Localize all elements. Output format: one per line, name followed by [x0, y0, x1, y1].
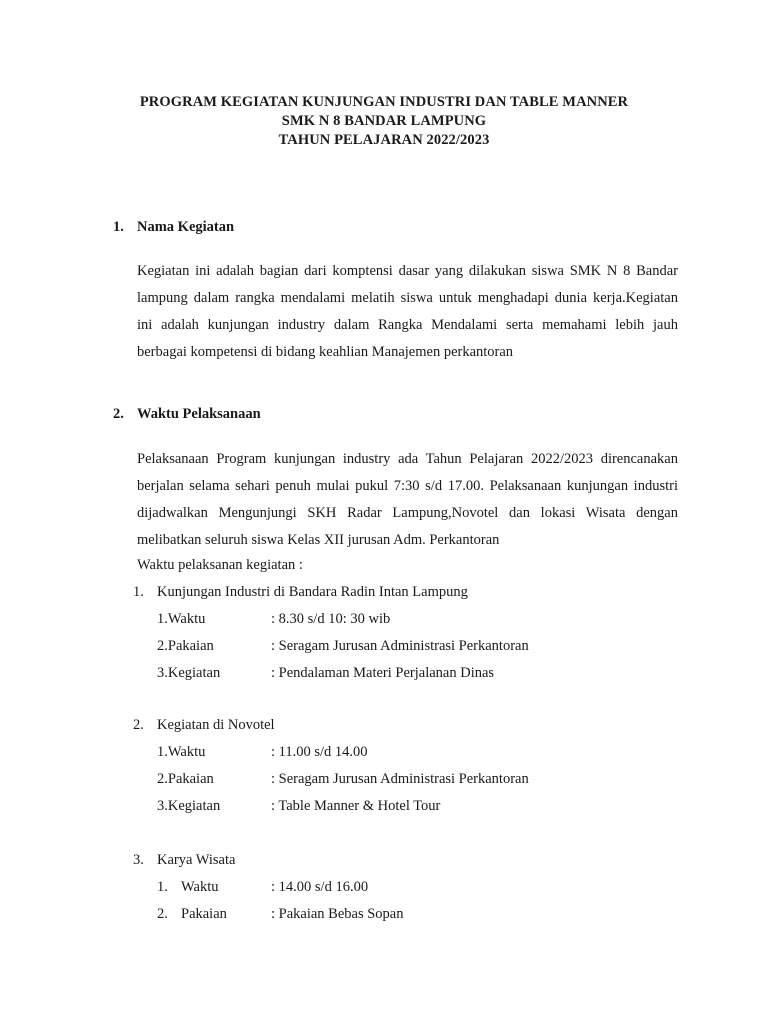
- title-line-3: TAHUN PELAJARAN 2022/2023: [278, 132, 490, 148]
- paragraph-line: berjalan selama sehari penuh mulai pukul 7:30 s/d 17.00. Pelaksanaan kunjungan industri: [137, 478, 678, 494]
- detail-number: 1.: [157, 879, 168, 895]
- section-number: 1.: [113, 219, 124, 235]
- paragraph-line: ini adalah kunjungan industry dalam Rangka Mendalami serta memahami lebih jauh: [137, 317, 678, 333]
- paragraph-line: melibatkan seluruh siswa Kelas XII jurusan Adm. Perkantoran: [137, 532, 500, 548]
- detail-value: : 14.00 s/d 16.00: [271, 879, 369, 895]
- section-title: Waktu Pelaksanaan: [137, 406, 261, 422]
- list-item-title: Karya Wisata: [157, 852, 236, 868]
- detail-label: 1.Waktu: [157, 744, 206, 760]
- detail-value: : Pakaian Bebas Sopan: [271, 906, 404, 922]
- detail-label: 2.Pakaian: [157, 771, 214, 787]
- schedule-item-1-title: [133, 583, 468, 602]
- schedule-intro: Waktu pelaksanan kegiatan :: [137, 557, 303, 573]
- detail-value: : Pendalaman Materi Perjalanan Dinas: [271, 665, 495, 681]
- detail-number: 2.: [157, 906, 168, 922]
- detail-value: : 8.30 s/d 10: 30 wib: [271, 611, 391, 627]
- section-2-paragraph: [137, 446, 678, 554]
- paragraph-line: lampung dalam rangka mendalami melatih siswa untuk menghadapi dunia kerja.Kegiatan: [137, 290, 678, 306]
- section-heading-waktu-pelaksanaan: [113, 405, 261, 424]
- title-line-2: SMK N 8 BANDAR LAMPUNG: [281, 113, 487, 129]
- list-item-title: Kegiatan di Novotel: [157, 717, 275, 733]
- detail-label: 1.Waktu: [157, 611, 206, 627]
- list-number: 3.: [133, 852, 144, 868]
- title-line-1: PROGRAM KEGIATAN KUNJUNGAN INDUSTRI DAN TABLE MANNER: [139, 94, 629, 110]
- paragraph-line: Kegiatan ini adalah bagian dari komptensi dasar yang dilakukan siswa SMK N 8 Bandar: [137, 263, 678, 279]
- detail-value: : 11.00 s/d 14.00: [271, 744, 368, 760]
- detail-label-text: Waktu: [181, 879, 219, 895]
- detail-value: : Table Manner & Hotel Tour: [271, 798, 441, 814]
- list-item-title: Kunjungan Industri di Bandara Radin Intan Lampung: [157, 584, 468, 600]
- detail-label: 3.Kegiatan: [157, 798, 221, 814]
- schedule-item-3-title: [133, 851, 235, 870]
- section-title: Nama Kegiatan: [137, 219, 235, 235]
- detail-label: 2.Pakaian: [157, 638, 214, 654]
- section-heading-nama-kegiatan: [113, 218, 234, 237]
- schedule-item-2-title: [133, 716, 275, 735]
- detail-value: : Seragam Jurusan Administrasi Perkantoran: [271, 638, 529, 654]
- detail-label: 3.Kegiatan: [157, 665, 221, 681]
- detail-label-text: Pakaian: [181, 906, 227, 922]
- document-title: [0, 93, 768, 150]
- paragraph-line: berbagai kompetensi di bidang keahlian Manajemen perkantoran: [137, 344, 514, 360]
- paragraph-line: Pelaksanaan Program kunjungan industry ada Tahun Pelajaran 2022/2023 direncanakan: [137, 451, 678, 467]
- paragraph-line: dijadwalkan Mengunjungi SKH Radar Lampung,Novotel dan lokasi Wisata dengan: [137, 505, 678, 521]
- detail-value: : Seragam Jurusan Administrasi Perkantoran: [271, 771, 529, 787]
- list-number: 1.: [133, 584, 144, 600]
- detail-label: [157, 905, 227, 924]
- section-1-paragraph: [137, 258, 678, 366]
- detail-label: [157, 878, 219, 897]
- section-number: 2.: [113, 406, 124, 422]
- list-number: 2.: [133, 717, 144, 733]
